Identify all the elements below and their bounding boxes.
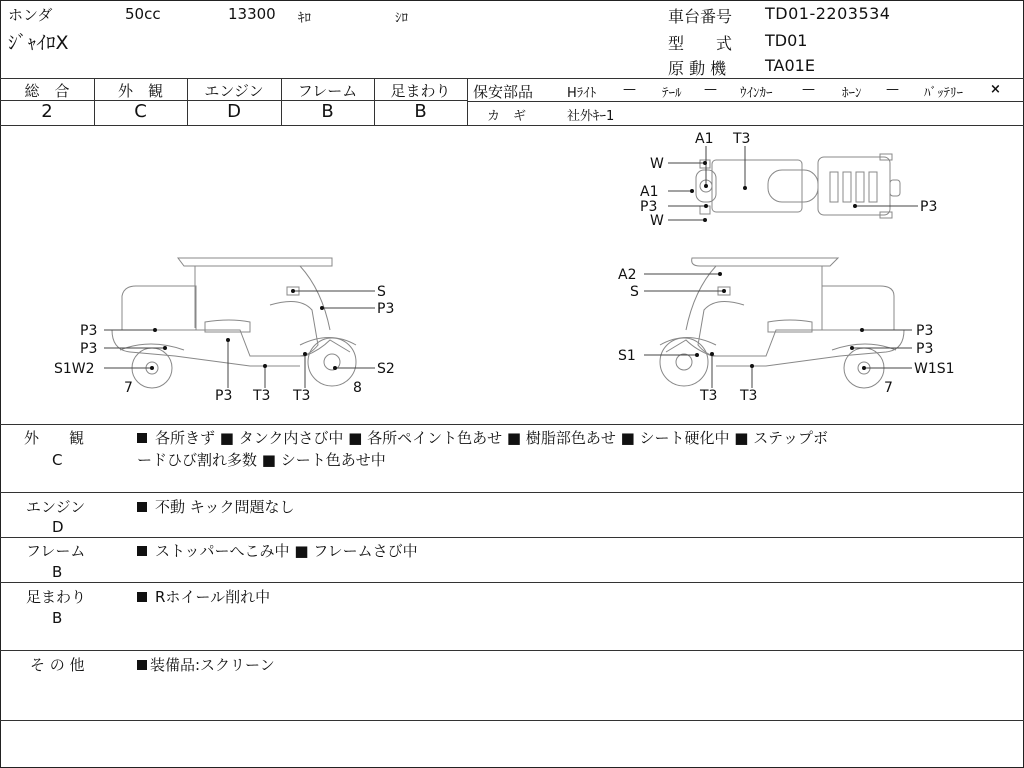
divider [0,78,1024,79]
bullet-icon [137,433,147,443]
marker-s-left: S [377,284,386,300]
marker-p3-upper-left: P3 [80,323,98,339]
marker-p3-left: P3 [640,199,658,215]
marker-p3-roof-left: P3 [377,301,395,317]
engine-grade: D [227,101,241,122]
divider [0,650,1024,651]
exterior-notes-line1: 各所きず ■ タンク内さび中 ■ 各所ペイント色あせ ■ 樹脂部色あせ ■ シート硬化中 ■ ステップボ [137,427,828,449]
type-value: TD01 [765,31,808,50]
marker-w1s1-right: W1S1 [914,361,955,377]
marker-w-top: W [650,156,664,172]
frame-section-label: フレーム [26,542,86,560]
exterior-section-label: 外 観 [24,429,85,447]
marker-7-right: 7 [884,380,893,396]
winker-label: ｳｲﾝｶｰ [740,86,773,101]
engine-section-label: エンジン [26,498,86,516]
frame-grade-label: フレーム [297,82,358,100]
suspension-grade: B [414,101,427,122]
battery-label: ﾊﾞｯﾃﾘｰ [924,86,963,101]
frame-notes: ストッパーへこみ中 ■ フレームさび中 [137,540,418,562]
chassis-label: 車台番号 [668,7,733,26]
divider [0,537,1024,538]
marker-a1-top: A1 [695,131,714,147]
engine-model-label: 原 動 機 [668,59,727,78]
frame-section-grade: B [52,563,63,581]
marker-t3-top: T3 [733,131,751,147]
marker-p3-upper-right: P3 [916,323,934,339]
marker-t3a-right: T3 [700,388,718,404]
bullet-icon [137,660,147,670]
divider [0,582,1024,583]
mileage-unit: ｷﾛ [298,11,311,26]
damage-diagram [0,126,1024,424]
key-label: カ ギ [487,109,527,124]
type-label: 型 式 [668,34,733,53]
marker-p3-bottom-left: P3 [215,388,233,404]
marker-a1-left: A1 [640,184,659,200]
marker-a2-right: A2 [618,267,637,283]
marker-t3a-left: T3 [253,388,271,404]
frame-grade: B [321,101,334,122]
battery-value: × [990,82,1001,97]
exterior-grade: C [134,101,147,122]
key-value: 社外ｷｰ1 [567,109,615,124]
model-name: ｼﾞｬｲﾛX [8,32,69,54]
mileage: 13300 [228,5,276,23]
chassis-value: TD01-2203534 [765,4,891,23]
marker-s1-right: S1 [618,348,636,364]
marker-p3-lower-right: P3 [916,341,934,357]
overall-grade-label: 総 合 [24,82,70,100]
marker-s-right: S [630,284,639,300]
marker-s2-left: S2 [377,361,395,377]
displacement: 50cc [125,5,161,23]
marker-s1w2-left: S1W2 [54,361,95,377]
headlight-value: — [623,82,636,97]
bullet-icon [137,502,147,512]
other-section-label: そ の 他 [30,656,85,674]
divider [0,492,1024,493]
divider [0,720,1024,721]
marker-t3b-left: T3 [293,388,311,404]
horn-value: — [886,82,899,97]
horn-label: ﾎｰﾝ [842,86,862,101]
bullet-icon [137,592,147,602]
top-view-scooter [696,154,900,218]
marker-p3-right-top: P3 [920,199,938,215]
marker-p3-lower-left: P3 [80,341,98,357]
tail-value: — [704,82,717,97]
bullet-icon [137,546,147,556]
marker-w-bottom: W [650,213,664,229]
engine-grade-label: エンジン [204,82,264,100]
exterior-notes-line2: ードひび割れ多数 ■ シート色あせ中 [137,451,386,469]
winker-value: — [802,82,815,97]
marker-t3b-right: T3 [740,388,758,404]
marker-7-left: 7 [124,380,133,396]
suspension-section-grade: B [52,609,63,627]
exterior-grade-label: 外 観 [117,82,163,100]
divider [467,101,1024,102]
engine-section-grade: D [52,518,64,536]
suspension-grade-label: 足まわり [390,82,451,100]
headlight-label: Hﾗｲﾄ [567,86,597,101]
other-notes: 装備品:スクリーン [137,654,275,676]
divider [0,424,1024,425]
suspension-section-label: 足まわり [26,588,87,606]
tail-label: ﾃｰﾙ [662,86,682,101]
overall-grade: 2 [41,101,53,122]
engine-notes: 不動 キック問題なし [137,496,294,518]
exterior-section-grade: C [52,451,63,469]
marker-8-left: 8 [353,380,362,396]
maker: ホンダ [8,6,53,24]
suspension-notes: Rホイール削れ中 [137,586,270,608]
color: ｼﾛ [395,11,408,26]
engine-model-value: TA01E [765,56,815,75]
safety-parts-label: 保安部品 [473,83,534,101]
